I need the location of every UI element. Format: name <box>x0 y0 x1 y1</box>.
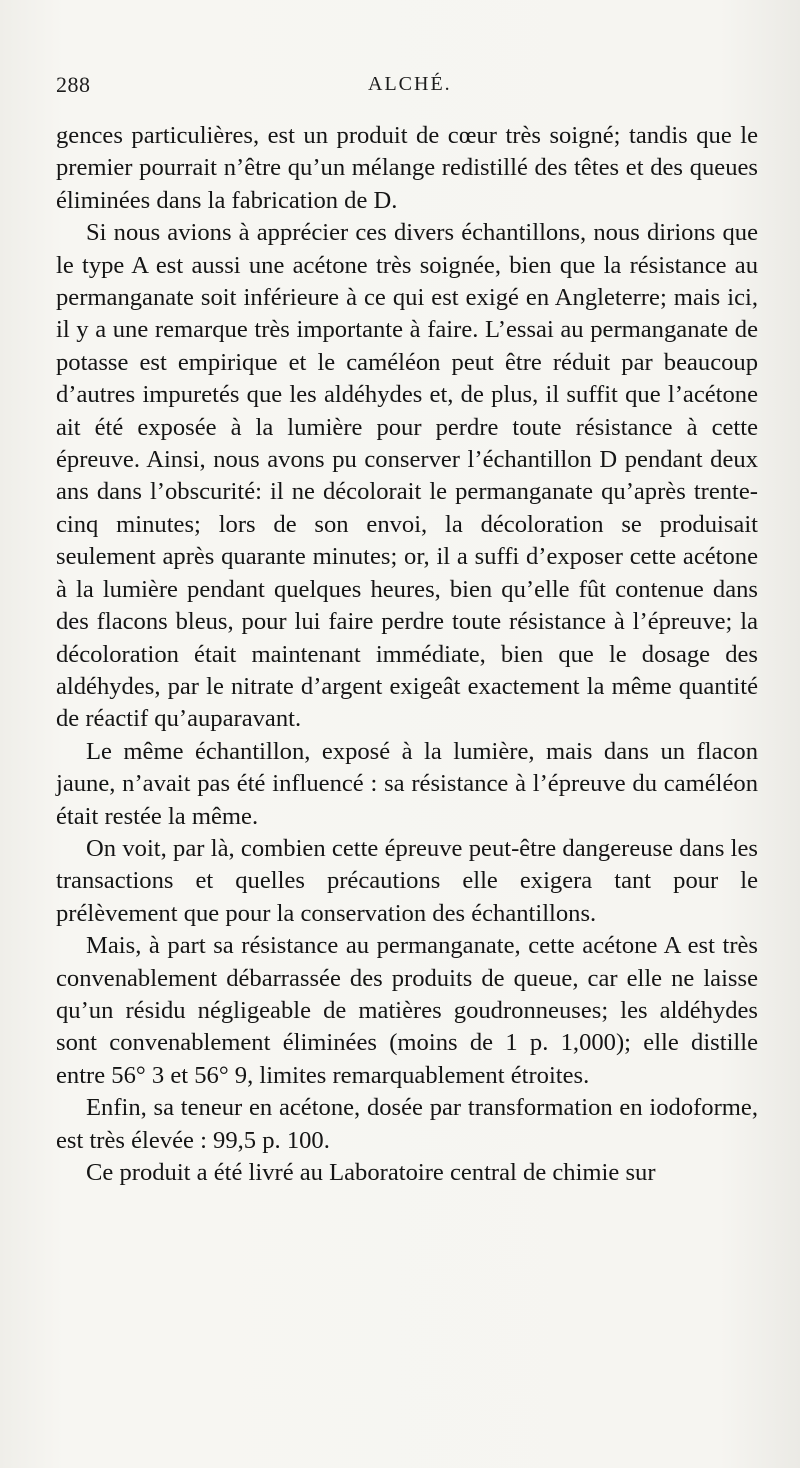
page-header <box>56 72 756 106</box>
body-text <box>56 120 758 1189</box>
paragraph: Enfin, sa teneur en acétone, dosée par transformation en iodoforme, est très élevée : 99,5 p. 100. <box>56 1094 758 1154</box>
paragraph: Si nous avions à apprécier ces divers échantillons, nous dirions que le type A est aussi une acétone très soignée, bien que la résistance au permanganate soit inférieure à ce qui est exigé en Angleterre; mais ici, il y a une remarque très importante à faire. L’essai au permanganate de potasse est empirique et le caméléon peut être réduit par beaucoup d’autres impuretés que les aldéhydes et, de plus, il suffit que l’acétone ait été exposée à la lumière pour perdre toute résistance à cette épreuve. Ainsi, nous avons pu conserver l’échantillon D pendant deux ans dans l’obscurité: il ne décolorait le permanganate qu’après trente-cinq minutes; lors de son envoi, la décoloration se produisait seulement après quarante minutes; or, il a suffi d’exposer cette acétone à la lumière pendant quelques heures, bien qu’elle fût contenue dans des flacons bleus, pour lui faire perdre toute résistance à l’épreuve; la décoloration était maintenant immédiate, bien que le dosage des aldéhydes, par le nitrate d’argent exigeât exactement la même quantité de réactif qu’auparavant. <box>56 219 758 733</box>
paragraph: Mais, à part sa résistance au permanganate, cette acétone A est très convenablement débarrassée des produits de queue, car elle ne laisse qu’un résidu négligeable de matières goudronneuses; les aldéhydes sont convenablement éliminées (moins de 1 p. 1,000); elle distille entre 56° 3 et 56° 9, limites remarquablement étroites. <box>56 932 758 1089</box>
page-number: 288 <box>56 72 91 97</box>
running-head: ALCHÉ. <box>368 73 452 95</box>
paragraph: Ce produit a été livré au Laboratoire central de chimie sur <box>86 1159 656 1186</box>
paragraph-continued: gences particulières, est un produit de cœur très soigné; tandis que le premier pourrait n’être qu’un mélange redistillé des têtes et des queues éliminées dans la fabrication de D. <box>56 122 758 214</box>
paragraph: On voit, par là, combien cette épreuve peut-être dangereuse dans les transactions et quelles précautions elle exigera tant pour le prélèvement que pour la conservation des échantillons. <box>56 834 758 927</box>
paragraph: Le même échantillon, exposé à la lumière, mais dans un flacon jaune, n’avait pas été influencé : sa résistance à l’épreuve du caméléon était restée la même. <box>56 737 758 830</box>
